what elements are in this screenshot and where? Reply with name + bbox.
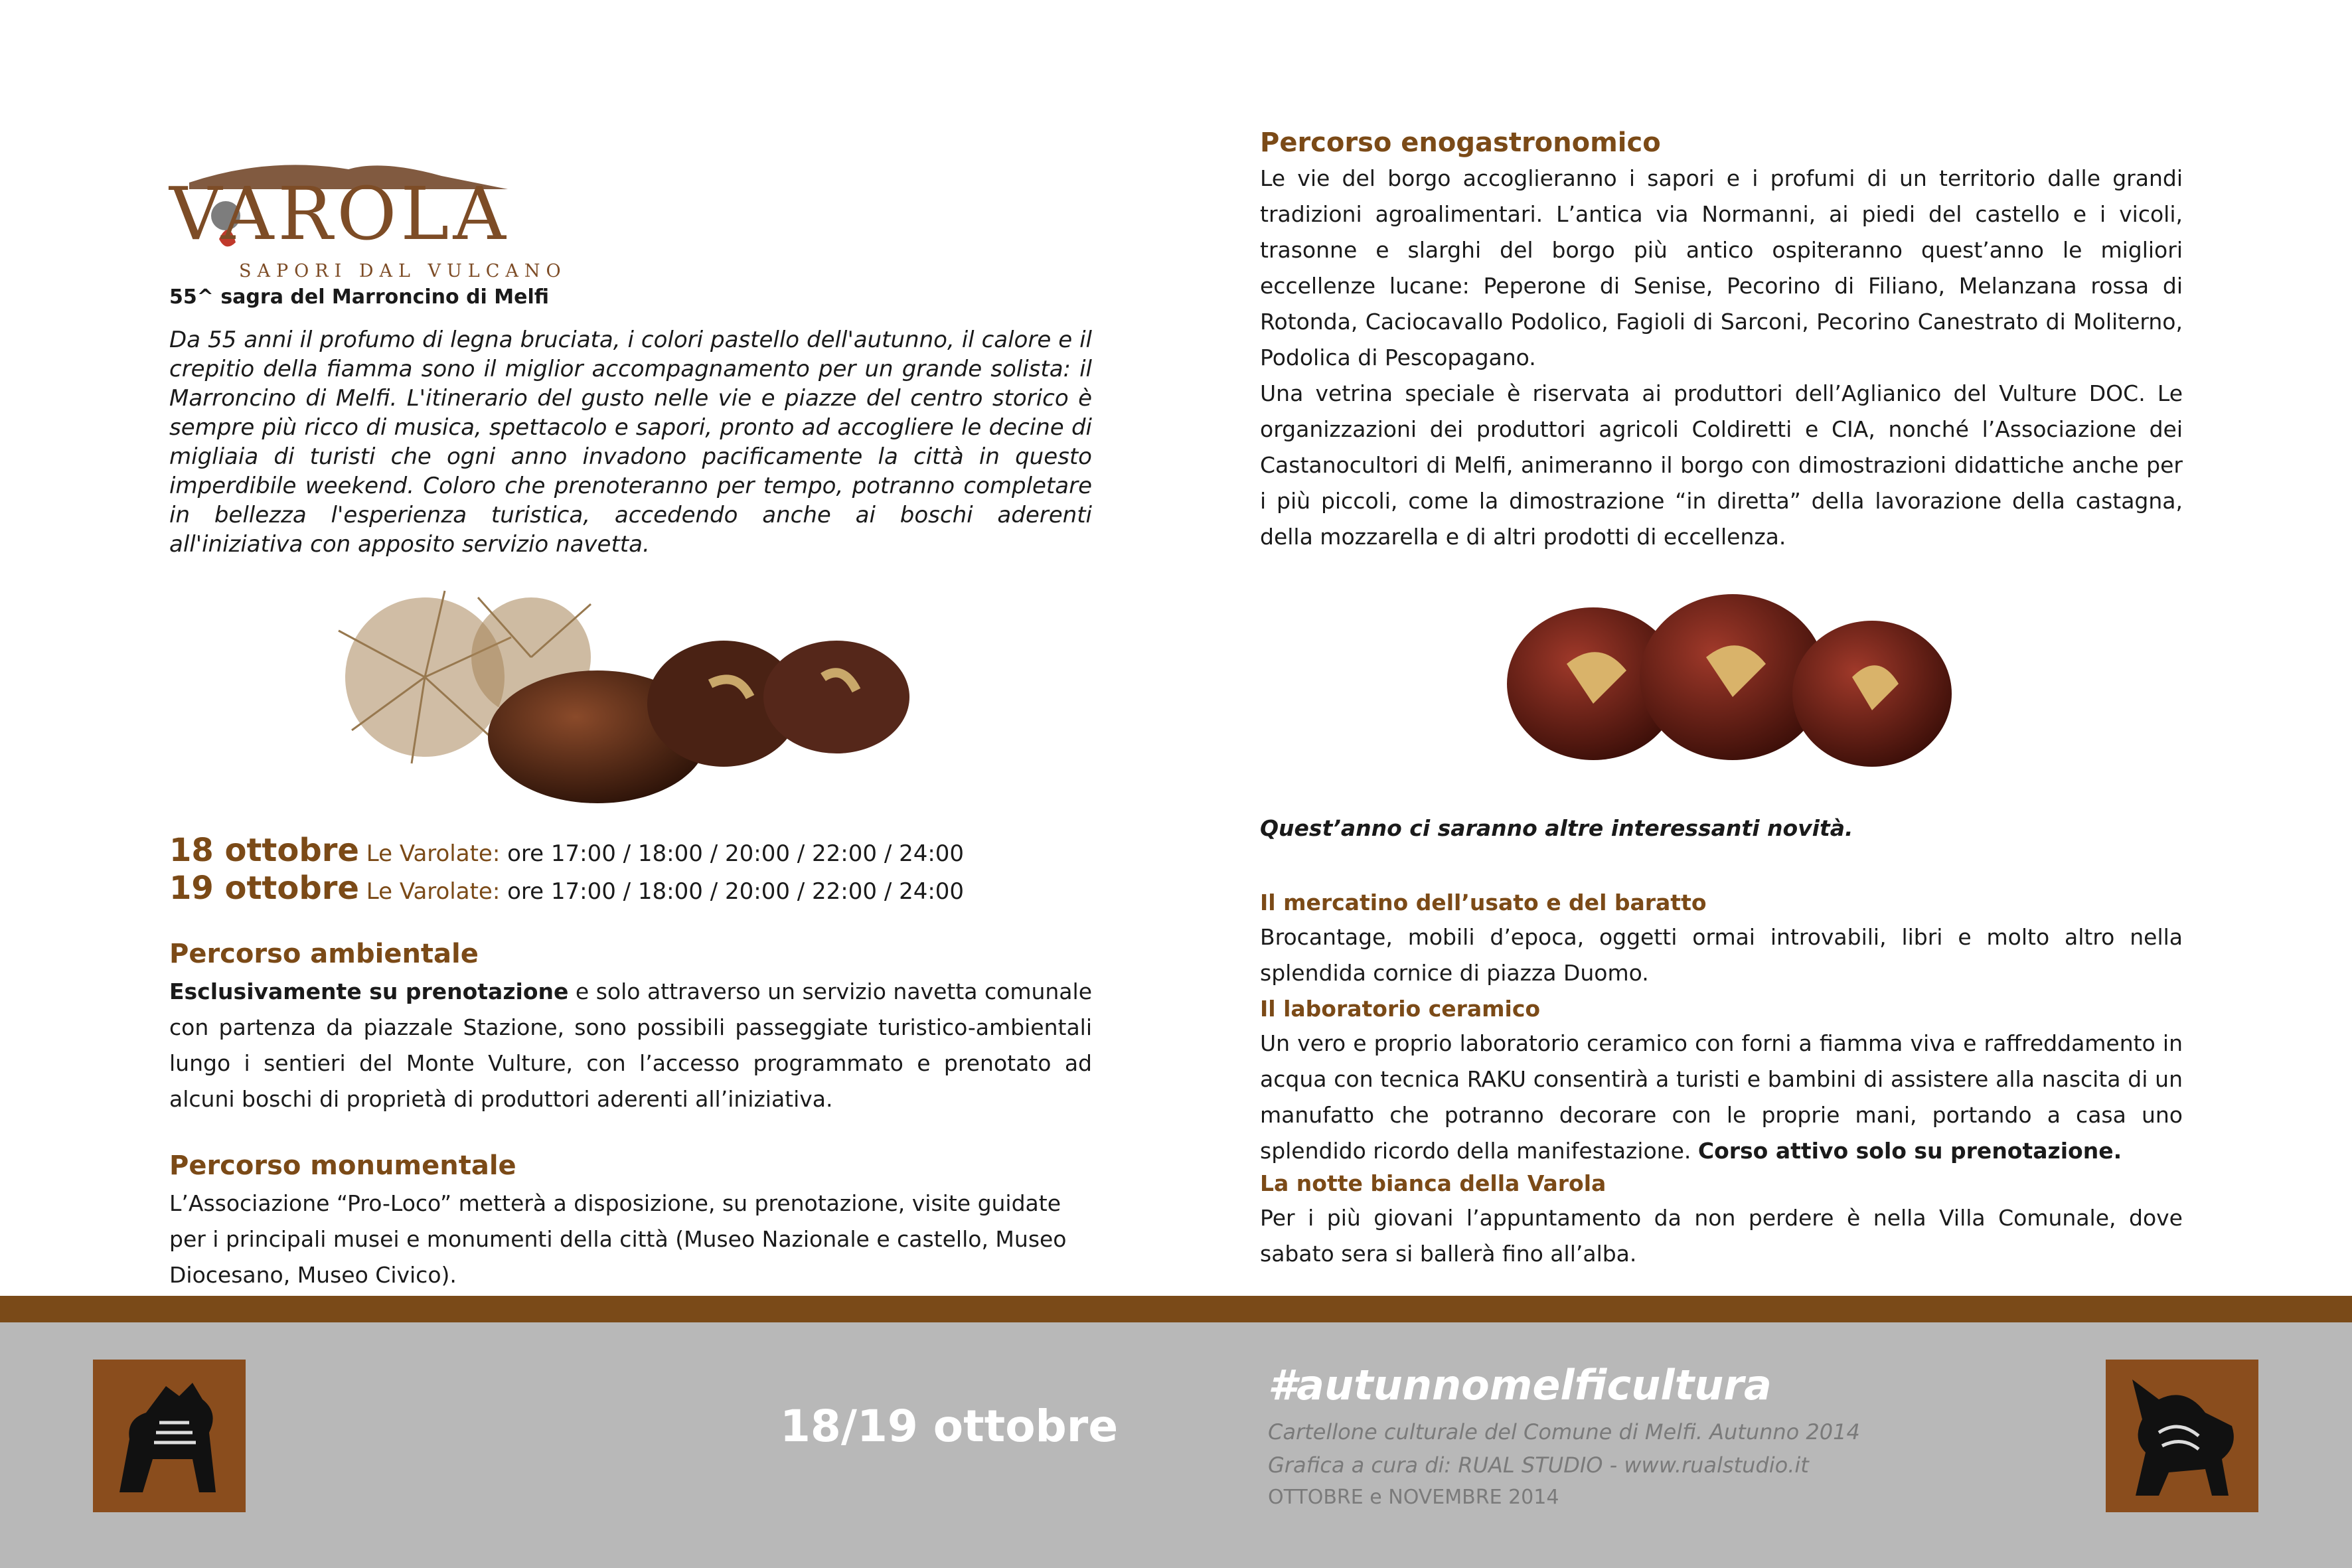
event-dates xyxy=(169,833,964,909)
footer-period: OTTOBRE e NOVEMBRE 2014 xyxy=(1268,1486,1559,1509)
sagra-subtitle: 55^ sagra del Marroncino di Melfi xyxy=(169,285,549,309)
date-row xyxy=(169,833,964,871)
ambientale-heading: Percorso ambientale xyxy=(169,939,479,969)
logo-tagline: SAPORI DAL VULCANO xyxy=(239,261,567,281)
date-row xyxy=(169,871,964,909)
footer xyxy=(0,1322,2352,1568)
laboratorio-heading: Il laboratorio ceramico xyxy=(1260,996,1541,1022)
mercatino-text: Brocantage, mobili d’epoca, oggetti ormai introvabili, libri e molto altro nella splendida cornice di piazza Duomo. xyxy=(1260,924,2183,986)
roasted-chestnuts-image xyxy=(1494,578,1972,797)
laboratorio-body: Un vero e proprio laboratorio ceramico con forni a fiamma viva e raffreddamento in acqua con tecnica RAKU consentirà a turisti e bambini di assistere alla nascita di un manufatto che potranno decorare con le proprie mani, portando a casa uno splendido ricordo della manifestazione. xyxy=(1260,1030,2183,1164)
mercatino-heading: Il mercatino dell’usato e del baratto xyxy=(1260,890,1707,915)
chestnuts-with-burrs-image xyxy=(312,558,943,823)
laboratorio-bold: Corso attivo solo su prenotazione. xyxy=(1697,1138,2122,1164)
date-day: 18 ottobre xyxy=(169,832,359,869)
enogastronomico-para-2: Una vetrina speciale è riservata ai produttori dell’Aglianico del Vulture DOC. Le organizzazioni dei produttori agricoli Coldiretti e CIA, nonché l’Associazione dei Castanocultori di Melfi, animeranno il borgo con dimostrazioni didattiche anche per i più piccoli, come la dimostrazione “in diretta” della lavorazione della castagna, della mozzarella e di altri prodotti di eccellenza. xyxy=(1260,380,2183,550)
monumentale-heading: Percorso monumentale xyxy=(169,1150,516,1181)
enogastronomico-heading: Percorso enogastronomico xyxy=(1260,127,1661,158)
date-times: ore 17:00 / 18:00 / 20:00 / 22:00 / 24:00 xyxy=(507,840,965,867)
enogastronomico-para-1: Le vie del borgo accoglieranno i sapori e i profumi di un territorio dalle grandi tradizioni agroalimentari. L’antica via Normanni, ai piedi del castello e i vicoli, trasonne e slarghi del borgo più antico ospiteranno quest’anno le migliori eccellenze lucane: Peperone di Senise, Pecorino di Filiano, Melanzana rossa di Rotonda, Caciocavallo Podolico, Fagioli di Sarconi, Pecorino Canestrato di Moliterno, Podolica di Pescopagano. xyxy=(1260,165,2183,370)
footer-cartellone: Cartellone culturale del Comune di Melfi. Autunno 2014 xyxy=(1268,1419,1860,1445)
ambientale-bold: Esclusivamente su prenotazione xyxy=(169,979,569,1004)
footer-hashtag: #autunnomelficultura xyxy=(1268,1361,1772,1409)
ambientale-text xyxy=(169,974,1092,1117)
logo-title: VAROLA xyxy=(169,171,510,256)
date-times: ore 17:00 / 18:00 / 20:00 / 22:00 / 24:00 xyxy=(507,878,965,905)
footer-divider-bar xyxy=(0,1296,2352,1322)
monumentale-text: L’Associazione “Pro-Loco” metterà a disposizione, su prenotazione, visite guidate per i principali musei e monumenti della città (Museo Nazionale e castello, Museo Diocesano, Museo Civico). xyxy=(169,1190,1067,1288)
wolf-emblem-icon xyxy=(2106,1360,2258,1512)
date-label: Le Varolate: xyxy=(366,840,501,867)
novita-line: Quest’anno ci saranno altre interessanti novità. xyxy=(1260,815,1853,841)
notte-heading: La notte bianca della Varola xyxy=(1260,1170,1607,1196)
ambientale-body: e solo attraverso un servizio navetta comunale con partenza da piazzale Stazione, sono possibili passeggiate turistico-ambientali lungo i sentieri del Monte Vulture, con l’accesso programmato e prenotato ad alcuni boschi di proprietà di produttori aderenti all’iniziativa. xyxy=(169,979,1092,1112)
date-label: Le Varolate: xyxy=(366,878,501,905)
footer-credits: Grafica a cura di: RUAL STUDIO - www.rualstudio.it xyxy=(1268,1452,1809,1478)
notte-text: Per i più giovani l’appuntamento da non perdere è nella Villa Comunale, dove sabato sera si ballerà fino all’alba. xyxy=(1260,1205,2183,1267)
date-day: 19 ottobre xyxy=(169,870,359,907)
enogastronomico-text xyxy=(1260,161,2183,555)
intro-paragraph: Da 55 anni il profumo di legna bruciata, i colori pastello dell'autunno, il calore e il crepitio della fiamma sono il miglior accompagnamento per un grande solista: il Marroncino di Melfi. L'itinerario del gusto nelle vie e piazze del centro storico è sempre più ricco di musica, spettacolo e sapori, pronto ad accogliere le decine di migliaia di turisti che ogni anno invadono pacificamente la città in questo imperdibile weekend. Coloro che prenoteranno per tempo, potranno completare in bellezza l'esperienza turistica, accedendo anche ai boschi aderenti all'iniziativa con apposito servizio navetta. xyxy=(169,327,1092,558)
footer-date: 18/19 ottobre xyxy=(780,1401,1119,1452)
griffin-emblem-icon xyxy=(93,1360,246,1512)
laboratorio-text xyxy=(1260,1026,2183,1169)
